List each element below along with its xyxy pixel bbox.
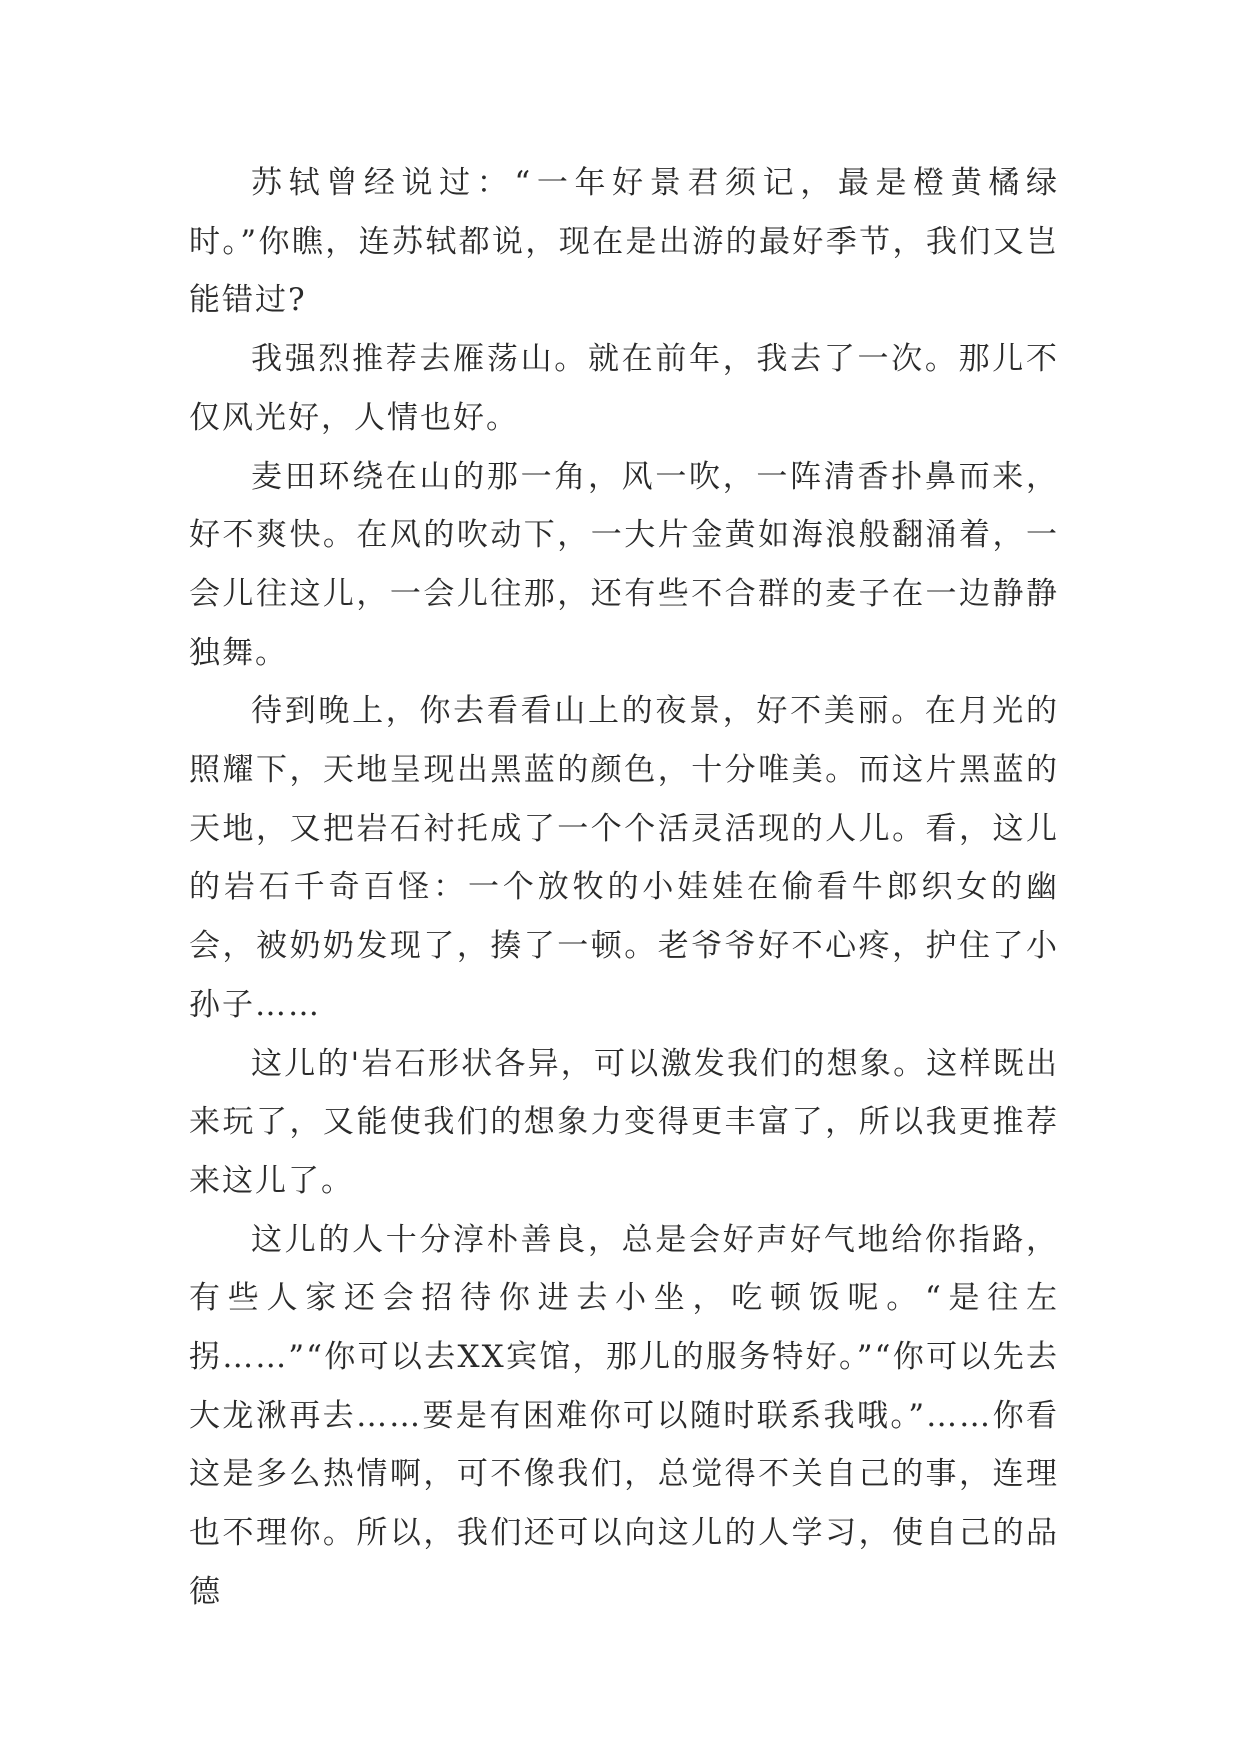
paragraph: 麦田环绕在山的那一角，风一吹，一阵清香扑鼻而来，好不爽快。在风的吹动下，一大片金黄如海浪般翻涌着，一会儿往这儿，一会儿往那，还有些不合群的麦子在一边静静独舞。 [189, 458, 1059, 671]
paragraph: 这儿的'岩石形状各异，可以激发我们的想象。这样既出来玩了，又能使我们的想象力变得更丰富了，所以我更推荐来这儿了。 [189, 1045, 1059, 1199]
document-body [189, 154, 1059, 1622]
paragraph: 我强烈推荐去雁荡山。就在前年，我去了一次。那儿不仅风光好，人情也好。 [189, 341, 1059, 436]
paragraph: 苏轼曾经说过：“一年好景君须记，最是橙黄橘绿时。”你瞧，连苏轼都说，现在是出游的最好季节，我们又岂能错过? [189, 165, 1059, 319]
paragraph: 这儿的人十分淳朴善良，总是会好声好气地给你指路，有些人家还会招待你进去小坐，吃顿饭呢。“是往左拐……”“你可以去XX宾馆，那儿的服务特好。”“你可以先去大龙湫再去……要是有困难你可以随时联系我哦。”……你看这是多么热情啊，可不像我们，总觉得不关自己的事，连理也不理你。所以，我们还可以向这儿的人学习，使自己的品德 [189, 1221, 1059, 1610]
paragraph: 待到晚上，你去看看山上的夜景，好不美丽。在月光的照耀下，天地呈现出黑蓝的颜色，十分唯美。而这片黑蓝的天地，又把岩石衬托成了一个个活灵活现的人儿。看，这儿的岩石千奇百怪：一个放牧的小娃娃在偷看牛郎织女的幽会，被奶奶发现了，揍了一顿。老爷爷好不心疼，护住了小孙子…… [189, 693, 1059, 1023]
